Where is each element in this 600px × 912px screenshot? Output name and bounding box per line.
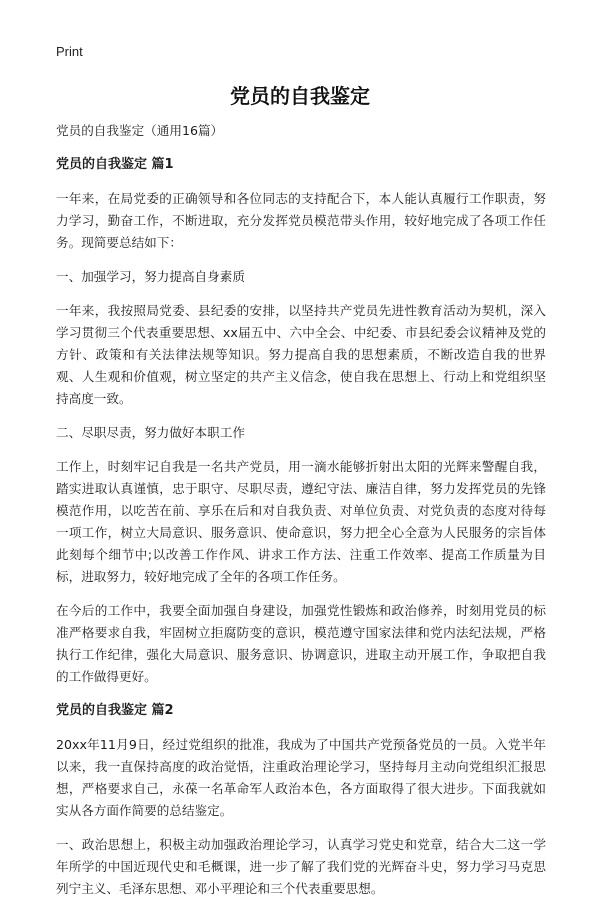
section-2 <box>56 700 546 900</box>
section-1 <box>56 154 546 688</box>
document-body <box>56 120 546 912</box>
paragraph: 工作上，时刻牢记自我是一名共产党员，用一滴水能够折射出太阳的光辉来警醒自我，踏实进取认真谨慎，忠于职守、尽职尽责，遵纪守法、廉洁自律，努力发挥党员的先锋模范作用，以吃苦在前、享乐在后和对自我负责、对单位负责、对党负责的态度对待每一项工作，树立大局意识、服务意识、使命意识，努力把全心全意为人民服务的宗旨体此刻每个细节中;以改善工作作风、讲求工作方法、注重工作效率、提高工作质量为目标，进取努力，较好地完成了全年的各项工作任务。 <box>56 459 546 584</box>
paragraph: 20xx年11月9日，经过党组织的批准，我成为了中国共产党预备党员的一员。入党半年以来，我一直保持高度的政治觉悟，注重政治理论学习，坚持每月主动向党组织汇报思想，严格要求自己，永葆一名革命军人政治本色，各方面取得了很大进步。下面我就如实从各方面作简要的总结鉴定。 <box>56 737 546 818</box>
paragraph: 一、政治思想上，积极主动加强政治理论学习，认真学习党史和党章，结合大二这一学年所学的中国近现代史和毛概课，进一步了解了我们党的光辉奋斗史，努力学习马克思列宁主义、毛泽东思想、邓小平理论和三个代表重要思想。 <box>56 837 546 896</box>
section-heading: 党员的自我鉴定 篇2 <box>56 703 174 718</box>
paragraph: 在今后的工作中，我要全面加强自身建设，加强党性锻炼和政治修养，时刻用党员的标准严格要求自我，牢固树立拒腐防变的意识，模范遵守国家法律和党内法纪法规，严格执行工作纪律，强化大局意识、服务意识、协调意识，进取主动开展工作，争取把自我的工作做得更好。 <box>56 603 546 684</box>
section-heading: 党员的自我鉴定 篇1 <box>56 157 174 172</box>
page-title: 党员的自我鉴定 <box>230 84 370 108</box>
paragraph: 一年来，我按照局党委、县纪委的安排，以坚持共产党员先进性教育活动为契机，深入学习贯彻三个代表重要思想、xx届五中、六中全会、中纪委、市县纪委会议精神及党的方针、政策和有关法律法规等知识。努力提高自我的思想素质，不断改造自我的世界观、人生观和价值观，树立坚定的共产主义信念，使自我在思想上、行动上和党组织坚持高度一致。 <box>56 303 546 406</box>
subheading: 一、加强学习，努力提高自身素质 <box>56 269 245 284</box>
document-subtitle: 党员的自我鉴定（通用16篇） <box>56 123 224 138</box>
print-link[interactable]: Print <box>56 44 83 59</box>
paragraph: 一年来，在局党委的正确领导和各位同志的支持配合下，本人能认真履行工作职责，努力学习，勤奋工作，不断进取，充分发挥党员模范带头作用，较好地完成了各项工作任务。现简要总结如下： <box>56 191 546 250</box>
subheading: 二、尽职尽责，努力做好本职工作 <box>56 425 245 440</box>
